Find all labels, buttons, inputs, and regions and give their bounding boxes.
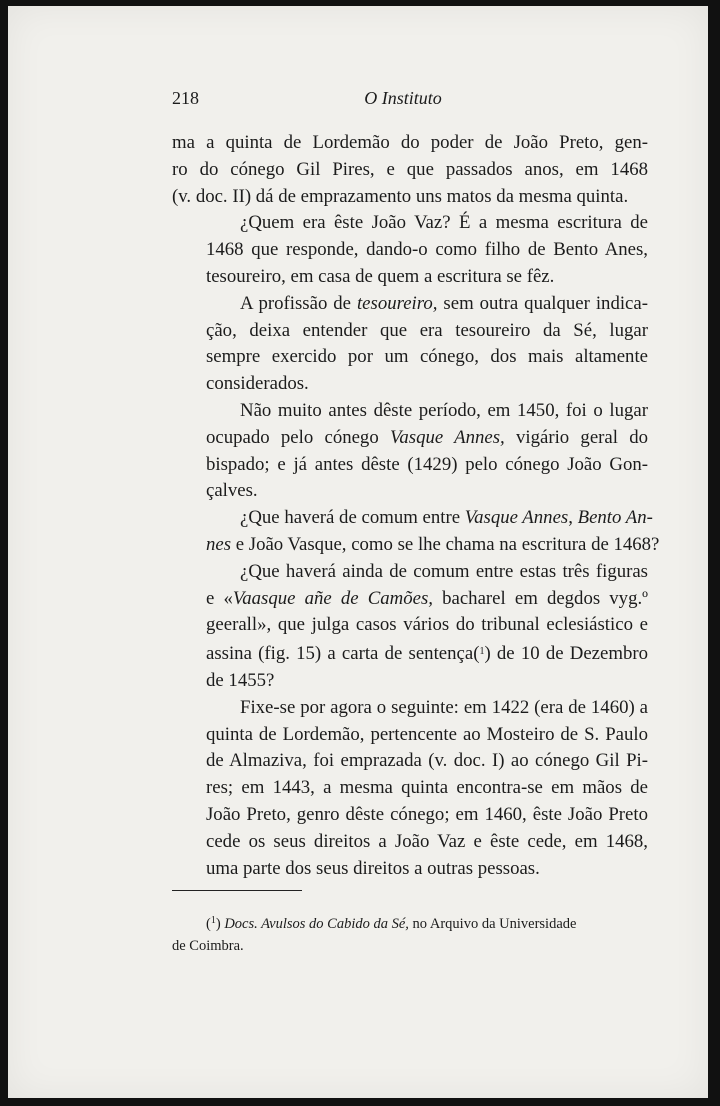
text-line: ção, deixa entender que era tesoureiro da Sé, lugar xyxy=(206,319,648,341)
footnote-divider xyxy=(172,890,302,891)
footnote-marker: 1 xyxy=(210,915,216,926)
text-line: cede os seus direitos a João Vaz e êste cede, em 1468, xyxy=(206,830,648,852)
text-line: e «Vaasque añe de Camões, bacharel em degdos vyg.º xyxy=(206,587,648,609)
text-line: ¿Que haverá ainda de comum entre estas três figuras xyxy=(240,560,648,582)
paragraph xyxy=(172,695,648,883)
footnote-ref: 1 xyxy=(479,646,485,658)
text-line: ¿Que haverá de comum entre Vasque Annes, Bento An- xyxy=(240,507,653,529)
text-line: Fixe-se por agora o seguinte: em 1422 (era de 1460) a xyxy=(240,696,648,718)
text-line: ocupado pelo cónego Vasque Annes, vigário geral do xyxy=(206,426,649,448)
paragraph xyxy=(172,559,648,695)
text-line: Não muito antes dêste período, em 1450, foi o lugar xyxy=(240,399,648,421)
text-line: bispado; e já antes dêste (1429) pelo cónego João Gon- xyxy=(206,453,648,475)
italic-term: nes xyxy=(206,533,232,555)
text-line: geerall», que julga casos vários do tribunal eclesiástico e xyxy=(206,614,648,636)
text-line: A profissão de tesoureiro, sem outra qualquer indica- xyxy=(240,292,648,314)
footnote-line: de Coimbra. xyxy=(172,938,244,954)
text-line: considerados. xyxy=(206,373,309,395)
italic-term: Vasque Annes, xyxy=(389,426,505,448)
text-line: uma parte dos seus direitos a outras pessoas. xyxy=(206,857,540,879)
footnote-line: ($^1$) Docs. Avulsos do Cabido da Sé, no Arquivo da Universidade xyxy=(206,915,577,932)
italic-term: tesoureiro, xyxy=(356,292,438,314)
text-line: de 1455? xyxy=(206,669,275,691)
italic-term: Vasque Annes xyxy=(464,507,569,529)
footnote-source: Docs. Avulsos do Cabido da Sé, xyxy=(224,916,409,932)
footnote xyxy=(172,910,648,957)
text-line: de Almaziva, foi emprazada (v. doc. I) ao cónego Gil Pi- xyxy=(206,750,648,772)
italic-term: Bento An- xyxy=(577,507,653,529)
paragraph xyxy=(172,210,648,290)
footnote-text: no Arquivo da Universidade xyxy=(408,916,577,932)
text-line: quinta de Lordemão, pertencente ao Mosteiro de S. Paulo xyxy=(206,723,648,745)
text-line: (v. doc. II) dá de emprazamento uns matos da mesma quinta. xyxy=(172,185,629,207)
paragraph xyxy=(172,398,648,505)
text-line: ma a quinta de Lordemão do poder de João Preto, gen- xyxy=(172,132,648,153)
paragraph xyxy=(172,505,660,559)
text-line: çalves. xyxy=(206,480,258,502)
paragraph xyxy=(172,130,648,210)
text-line: res; em 1443, a mesma quinta encontra-se em mãos de xyxy=(206,777,648,799)
paragraph xyxy=(172,291,648,398)
text-line: assina (fig. 15) a carta de sentença($^1$) de 10 de Dezembro xyxy=(206,643,648,665)
text-line: 1468 que responde, dando-o como filho de Bento Anes, xyxy=(206,239,648,261)
running-head xyxy=(168,88,638,114)
text-line: João Preto, genro dêste cónego; em 1460, êste João Preto xyxy=(206,803,648,825)
text-line: tesoureiro, em casa de quem a escritura se fêz. xyxy=(206,265,555,287)
running-title: O Instituto xyxy=(364,88,442,108)
book-page xyxy=(8,6,708,1098)
italic-term: Vaasque añe de Camões, xyxy=(232,587,433,609)
text-line: ¿Quem era êste João Vaz? É a mesma escritura de xyxy=(240,212,648,234)
page-number: 218 xyxy=(172,88,199,108)
text-line: ro do cónego Gil Pires, e que passados anos, em 1468 xyxy=(172,158,648,180)
text-line: nes e João Vasque, como se lhe chama na escritura de 1468? xyxy=(206,533,660,555)
body-text xyxy=(172,130,660,882)
text-line: sempre exercido por um cónego, dos mais altamente xyxy=(206,346,648,368)
